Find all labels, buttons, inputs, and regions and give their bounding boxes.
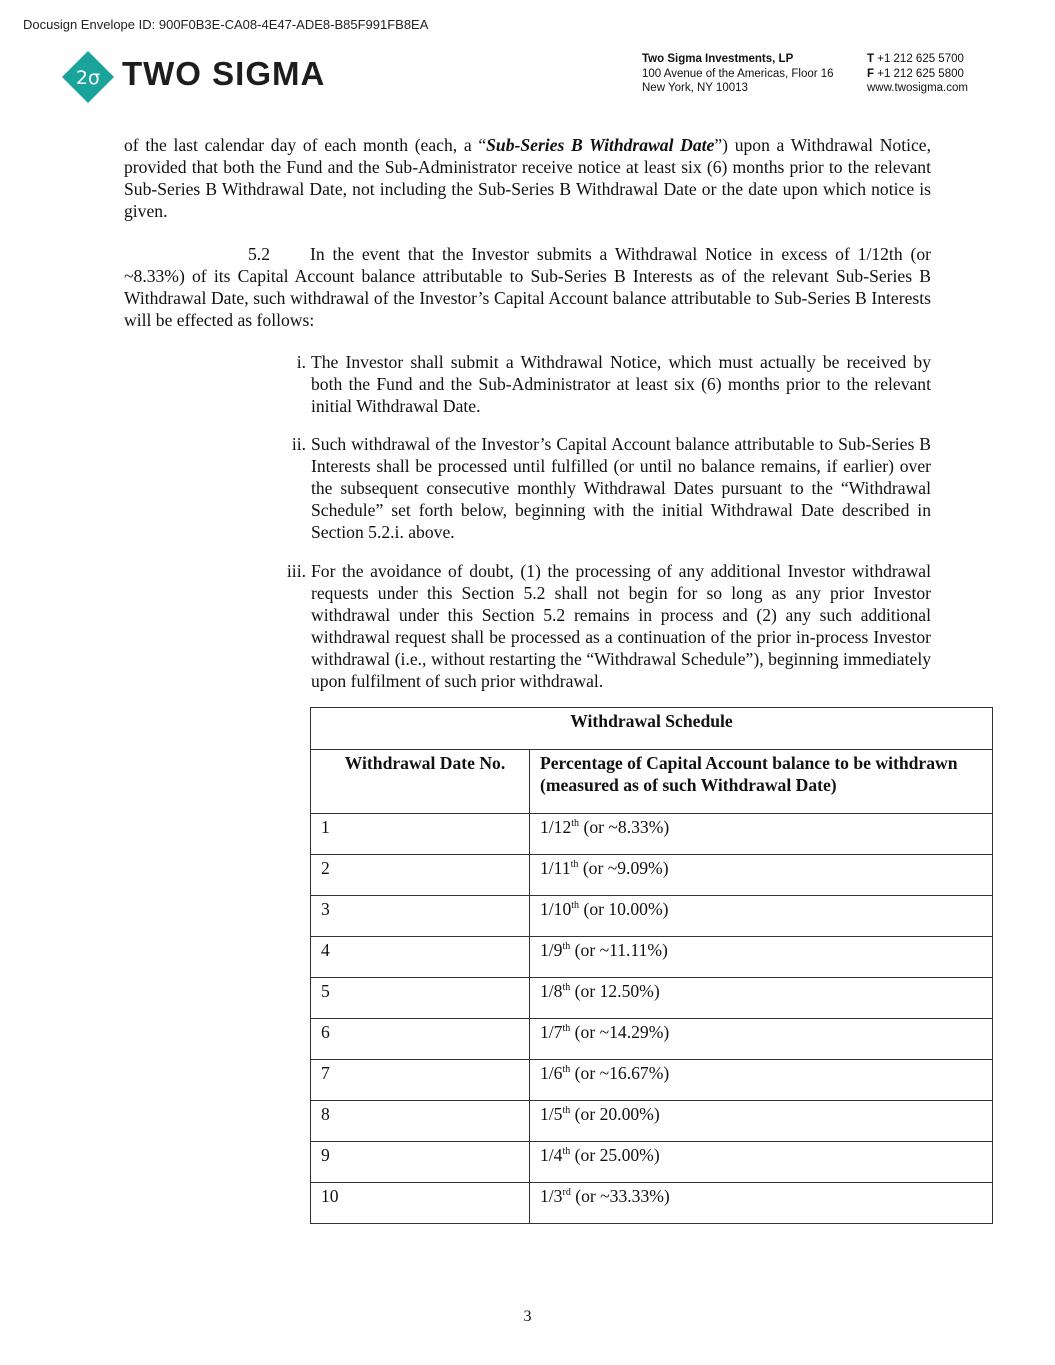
two-sigma-logo [62,51,362,103]
phone-number: +1 212 625 5700 [877,53,964,65]
column-header-line-2: (measured as of such Withdrawal Date) [540,775,837,795]
section-number: 5.2 [248,244,270,264]
fraction: 1/11 [540,858,571,878]
percent: (or ~16.67%) [574,1063,670,1083]
percent: (or ~11.11%) [574,940,668,960]
table-row [311,978,993,1019]
fraction: 1/4 [540,1145,563,1165]
row-number: 9 [311,1142,530,1183]
ordinal-suffix: th [570,859,579,870]
row-percentage [530,1101,993,1142]
percent: (or ~8.33%) [583,817,670,837]
company-address [642,52,834,96]
table-row [311,855,993,896]
list-item [262,433,931,543]
company-name: Two Sigma Investments, LP [642,53,794,65]
section-text: In the event that the Investor submits a Withdrawal Notice in excess of 1/12th (or ~8.33%) of its Capital Account balance attributable to Sub-Series B Interests as of the relevant Sub-Series B Withdrawal Date, such withdrawal of the Investor’s Capital Account balance attributable to Sub-Series B Interests will be effected as follows: [124,244,931,330]
ordinal-suffix: th [562,1064,571,1075]
fraction: 1/9 [540,940,563,960]
row-number: 1 [311,814,530,855]
ordinal-suffix: th [562,982,571,993]
row-percentage [530,1142,993,1183]
ordinal-suffix: th [562,941,571,952]
row-number: 2 [311,855,530,896]
table-row [311,1142,993,1183]
percent: (or 25.00%) [574,1145,660,1165]
list-item [262,351,931,417]
withdrawal-schedule-table [310,707,993,1224]
row-percentage [530,1060,993,1101]
envelope-id: Docusign Envelope ID: 900F0B3E-CA08-4E47-ADE8-B85F991FB8EA [23,17,429,32]
row-number: 3 [311,896,530,937]
ordinal-suffix: th [562,1105,571,1116]
phone-label: T [867,53,875,65]
table-row [311,937,993,978]
table-row [311,1183,993,1224]
company-contact [867,52,968,96]
defined-term: Sub-Series B Withdrawal Date [486,135,715,155]
row-number: 4 [311,937,530,978]
ordinal-suffix: th [571,900,580,911]
table-row [311,1101,993,1142]
fax-label: F [867,67,875,80]
column-header-percentage [530,750,993,814]
fraction: 1/8 [540,981,563,1001]
table-title: Withdrawal Schedule [311,708,993,750]
ordinal-suffix: rd [562,1187,571,1198]
percent: (or ~33.33%) [575,1186,670,1206]
percent: (or 20.00%) [574,1104,660,1124]
list-item-number: i. [296,352,306,372]
column-header-date-no: Withdrawal Date No. [311,750,530,814]
row-number: 5 [311,978,530,1019]
fax-number: +1 212 625 5800 [877,67,964,80]
intro-text-start: of the last calendar day of each month (each, a “ [124,135,487,155]
fraction: 1/7 [540,1022,563,1042]
ordinal-suffix: th [562,1023,571,1034]
row-percentage [530,855,993,896]
percent: (or 10.00%) [583,899,669,919]
table-row [311,1019,993,1060]
column-header-line-1: Percentage of Capital Account balance to be withdrawn [540,753,958,773]
list-item-number: ii. [291,434,306,454]
row-number: 10 [311,1183,530,1224]
logo-mark: 2σ [75,67,101,89]
intro-paragraph [124,134,931,222]
list-item-number: iii. [286,561,306,581]
fraction: 1/3 [540,1186,563,1206]
percent: (or 12.50%) [574,981,660,1001]
website: www.twosigma.com [867,82,968,94]
logo-diamond-icon [62,51,114,103]
row-number: 7 [311,1060,530,1101]
row-percentage [530,1183,993,1224]
list-item-text: The Investor shall submit a Withdrawal Notice, which must actually be received by both the Fund and the Sub-Administrator at least six (6) months prior to the relevant initial Withdrawal Date. [311,352,931,416]
logo-text: TWO SIGMA [122,55,326,92]
fraction: 1/6 [540,1063,563,1083]
list-item-text: Such withdrawal of the Investor’s Capital Account balance attributable to Sub-Series B Interests shall be processed until fulfilled (or until no balance remains, if earlier) over the subsequent consecutive monthly Withdrawal Dates pursuant to the “Withdrawal Schedule” set forth below, beginning with the initial Withdrawal Date described in Section 5.2.i. above. [311,434,931,542]
ordinal-suffix: th [562,1146,571,1157]
page-number: 3 [523,1308,532,1325]
row-number: 8 [311,1101,530,1142]
section-5-2-paragraph [124,243,931,331]
list-item [262,560,931,692]
percent: (or ~14.29%) [574,1022,670,1042]
table-row [311,1060,993,1101]
percent: (or ~9.09%) [582,858,669,878]
list-item-text: For the avoidance of doubt, (1) the processing of any additional Investor withdrawal requests under this Section 5.2 shall not begin for so long as any prior Investor withdrawal under this Section 5.2 remains in process and (2) any such additional withdrawal request shall be processed as a continuation of the prior in-process Investor withdrawal (i.e., without restarting the “Withdrawal Schedule”), beginning immediately upon fulfilment of such prior withdrawal. [311,561,931,691]
fraction: 1/12 [540,817,572,837]
fraction: 1/10 [540,899,572,919]
row-percentage [530,896,993,937]
table-row [311,896,993,937]
row-percentage [530,937,993,978]
row-percentage [530,814,993,855]
row-percentage [530,978,993,1019]
table-row [311,814,993,855]
row-percentage [530,1019,993,1060]
row-number: 6 [311,1019,530,1060]
intro-text-end: ”) upon a Withdrawal Notice, provided that both the Fund and the Sub-Administrator receive notice at least six (6) months prior to the relevant Sub-Series B Withdrawal Date, not including the Sub-Series B Withdrawal Date or the date upon which notice is given. [124,135,931,221]
ordinal-suffix: th [571,818,580,829]
address-line-2: New York, NY 10013 [642,82,748,94]
address-line-1: 100 Avenue of the Americas, Floor 16 [642,67,834,80]
fraction: 1/5 [540,1104,563,1124]
